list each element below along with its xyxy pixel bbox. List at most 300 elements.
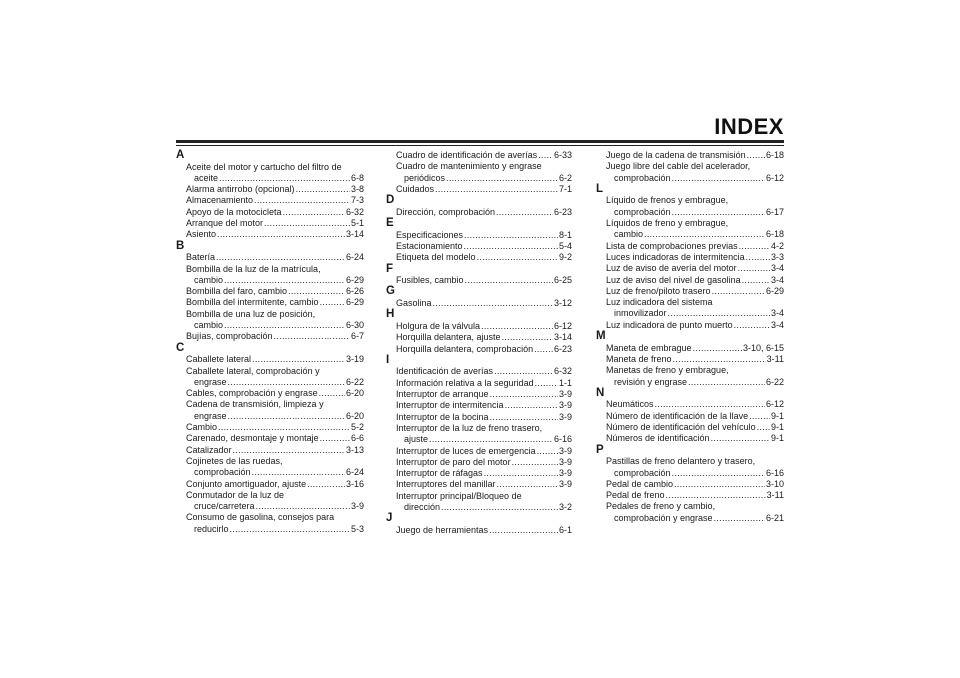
dot-leader [256,501,350,512]
section-letter: E [386,217,394,230]
entry-text: Luz indicadora de punto muerto [606,319,733,330]
index-entry [176,399,364,422]
page-reference: 6-18 [765,229,784,240]
page-reference: 5-1 [350,218,364,229]
index-entry [596,252,784,263]
page-reference: 5-3 [350,523,364,534]
page-reference: 6-26 [345,286,364,297]
entry-text: revisión y engrase [614,376,688,387]
index-entry [176,388,364,399]
index-entry [596,433,784,444]
index-entry [176,162,364,185]
entry-text: dirección [404,501,441,512]
entry-text: Consumo de gasolina, consejos para [186,512,335,523]
entry-text: Líquido de frenos y embrague, [606,195,729,206]
page-reference: 3-12 [553,298,572,309]
page-reference: 6-32 [553,366,572,377]
entry-text: Interruptor principal/Bloqueo de [396,490,522,501]
entry-text: Números de identificación [606,433,710,444]
page-reference: 6-12 [765,399,784,410]
index-entry [176,309,364,332]
page-reference: 3-9 [558,400,572,411]
index-entry [386,321,572,332]
entry-text: reducirlo [194,523,229,534]
entry-text: cambio [194,320,224,331]
page-reference: 3-10, 6-15 [742,342,784,353]
index-entry [596,501,784,524]
dot-leader [644,229,765,240]
index-entry [176,195,364,206]
entry-text: Lista de comprobaciones previas [606,240,738,251]
dot-leader [674,479,765,490]
index-entry [386,525,572,536]
page-reference: 6-1 [558,524,572,535]
entry-text: Arranque del motor [186,218,264,229]
page-reference: 3-19 [345,354,364,365]
page-reference: 1-1 [558,377,572,388]
dot-leader [218,422,350,433]
section-letter: F [386,262,394,275]
index-entry [386,389,572,400]
page-reference: 9-1 [770,433,784,444]
page-reference: 3-2 [558,501,572,512]
section-letter: L [596,182,604,195]
page-reference: 3-14 [345,229,364,240]
entry-text: Holgura de la válvula [396,320,481,331]
dot-leader [216,252,345,263]
dot-leader [693,343,742,354]
entry-text: Dirección, comprobación [396,206,496,217]
entry-text: Juego de herramientas [396,524,489,535]
entry-text: Bombilla de una luz de posición, [186,308,316,319]
dot-leader [274,331,350,342]
page-reference: 6-7 [350,331,364,342]
entry-text: Juego de la cadena de transmisión [606,150,746,160]
entry-text: Conjunto amortiguador, ajuste [186,478,307,489]
dot-leader [320,297,345,308]
entry-text: Luz de freno/piloto trasero [606,285,711,296]
index-column-2 [386,150,572,536]
index-entry [176,297,364,308]
index-entry [386,423,572,446]
entry-text: Caballete lateral, comprobación y [186,365,320,376]
dot-leader [666,490,766,501]
page-reference: 3-10 [765,478,784,489]
dot-leader [494,366,553,377]
page-reference: 6-22 [765,376,784,387]
dot-leader [672,173,765,184]
page-reference: 3-9 [558,479,572,490]
page-reference: 8-1 [558,229,572,240]
index-entry [386,207,572,218]
entry-text: Cambio [186,422,218,433]
dot-leader [673,354,766,365]
page-reference: 6-24 [345,252,364,263]
entry-text: Apoyo de la motocicleta [186,206,282,217]
dot-leader [505,400,558,411]
entry-text: Juego libre del cable del acelerador, [606,161,751,172]
index-entry [176,445,364,456]
entry-text: comprobación y engrase [614,512,713,523]
page-reference: 6-17 [765,206,784,217]
entry-text: Interruptor de luces de emergencia [396,445,536,456]
index-entry [386,252,572,263]
entry-text: Neumáticos [606,399,654,410]
page-reference: 6-30 [345,320,364,331]
entry-text: Conmutador de la luz de [186,489,285,500]
page-reference: 7-1 [558,183,572,194]
index-entry [596,422,784,433]
page-reference: 6-16 [765,467,784,478]
index-column-3 [596,150,784,524]
dot-leader [464,230,558,241]
dot-leader [490,389,558,400]
index-entry [596,275,784,286]
entry-text: Luces indicadoras de intermitencia [606,251,745,262]
index-entry [596,365,784,388]
dot-leader [668,308,770,319]
entry-text: Número de identificación de la llave [606,410,749,421]
entry-text: Bombilla del intermitente, cambio [186,297,319,308]
entry-text: Gasolina [396,298,432,309]
entry-text: comprobación [614,172,671,183]
entry-text: Catalizador [186,444,232,455]
index-entry [596,354,784,365]
page-reference: 9-2 [558,252,572,263]
index-entry [596,218,784,241]
section-letter: A [176,149,185,161]
entry-text: Batería [186,252,216,263]
index-entry [596,150,784,161]
page-reference: 3-9 [558,411,572,422]
dot-leader [711,433,770,444]
entry-text: Cadena de transmisión, limpieza y [186,399,324,410]
index-entry [386,332,572,343]
entry-text: Fusibles, cambio [396,275,464,286]
entry-text: inmovilizador [614,308,667,319]
entry-text: periódicos [404,172,446,183]
dot-leader [477,252,558,263]
section-letter: I [386,353,390,366]
dot-leader [446,173,558,184]
section-letter: C [176,341,185,354]
page-reference: 3-8 [350,184,364,195]
entry-text: Luz de aviso de avería del motor [606,263,737,274]
page-reference: 7-3 [350,195,364,206]
index-entry [176,207,364,218]
index-entry [386,150,572,161]
entry-text: Bombilla del faro, cambio [186,286,288,297]
page-reference: 6-29 [765,285,784,296]
entry-text: Maneta de embrague [606,342,692,353]
page-reference: 6-32 [345,206,364,217]
index-entry [386,400,572,411]
entry-text: comprobación [194,467,251,478]
entry-text: Caballete lateral [186,354,252,365]
page-reference: 6-6 [350,433,364,444]
dot-leader [481,321,553,332]
index-entry [386,230,572,241]
entry-text: Manetas de freno y embrague, [606,365,729,376]
entry-text: Interruptores del manillar [396,479,496,490]
entry-text: Aceite del motor y cartucho del filtro de [186,161,342,172]
entry-text: Pedal de cambio [606,478,674,489]
page-reference: 3-11 [766,490,784,501]
header-rule-thin [176,145,784,146]
index-entry [596,320,784,331]
entry-text: Horquilla delantera, ajuste [396,332,501,343]
section-letter: M [596,330,606,343]
dot-leader [288,286,345,297]
dot-leader [712,286,765,297]
page-reference: 3-14 [553,332,572,343]
page-reference: 3-9 [350,501,364,512]
entry-text: ajuste [404,434,429,445]
dot-leader [264,218,350,229]
section-letter: J [386,512,393,525]
page-reference: 3-9 [558,445,572,456]
dot-leader [435,184,558,195]
page-reference: 6-29 [345,274,364,285]
entry-text: Bombilla de la luz de la matrícula, [186,263,321,274]
dot-leader [319,388,345,399]
entry-text: Identificación de averías [396,366,494,377]
page-reference: 9-1 [770,410,784,421]
section-letter: D [386,194,395,207]
index-entry [386,457,572,468]
index-entry [176,264,364,287]
entry-text: Interruptor de ráfagas [396,468,483,479]
index-entry [386,412,572,423]
dot-leader [252,467,345,478]
index-entry [386,241,572,252]
entry-text: aceite [194,172,219,183]
dot-leader [429,434,553,445]
index-entry [596,297,784,320]
entry-text: Especificaciones [396,229,464,240]
index-entry [596,263,784,274]
index-entry [176,366,364,389]
dot-leader [307,479,345,490]
page-reference: 6-21 [765,512,784,523]
page-reference: 6-22 [345,376,364,387]
dot-leader [489,525,558,536]
dot-leader [217,229,345,240]
index-entry [596,479,784,490]
page-reference: 5-4 [558,240,572,251]
dot-leader [219,173,350,184]
index-entry [176,286,364,297]
index-entry [386,344,572,355]
index-entry [176,354,364,365]
index-entry [176,512,364,535]
index-entry [596,241,784,252]
entry-text: Pastillas de freno delantero y trasero, [606,456,756,467]
page-reference: 6-18 [765,150,784,160]
dot-leader [484,468,558,479]
page-reference: 3-3 [770,251,784,262]
index-entry [386,275,572,286]
index-entry [176,229,364,240]
dot-leader [672,468,765,479]
dot-leader [320,433,350,444]
index-entry [386,378,572,389]
index-entry [596,411,784,422]
entry-text: Cables, comprobación y engrase [186,388,318,399]
index-entry [386,161,572,184]
entry-text: cambio [614,229,644,240]
dot-leader [296,184,350,195]
entry-text: Bujías, comprobación [186,331,273,342]
index-entry [596,161,784,184]
entry-text: cambio [194,274,224,285]
entry-text: Número de identificación del vehículo [606,422,756,433]
index-entry [596,195,784,218]
entry-text: Horquilla delantera, comprobación [396,343,534,354]
page-reference: 3-4 [770,274,784,285]
dot-leader [465,275,553,286]
index-entry [596,399,784,410]
page-reference: 3-9 [558,456,572,467]
index-entry [176,184,364,195]
entry-text: Pedales de freno y cambio, [606,501,716,512]
index-entry [176,218,364,229]
index-entry [386,446,572,457]
index-entry [176,422,364,433]
dot-leader [512,457,558,468]
entry-text: Interruptor de paro del motor [396,456,511,467]
index-entry [176,456,364,479]
dot-leader [535,378,558,389]
entry-text: Interruptor de la luz de freno trasero, [396,422,543,433]
page-reference: 3-13 [345,444,364,455]
index-column-1 [176,150,364,535]
entry-text: Interruptor de arranque [396,389,489,400]
dot-leader [749,411,770,422]
dot-leader [230,524,350,535]
entry-text: Interruptor de intermitencia [396,400,504,411]
entry-text: Estacionamiento [396,240,463,251]
dot-leader [537,446,558,457]
dot-leader [747,150,765,161]
dot-leader [734,320,770,331]
section-letter: B [176,239,185,252]
entry-text: cruce/carretera [194,501,255,512]
page-reference: 6-23 [553,206,572,217]
entry-text: Maneta de freno [606,353,672,364]
page-reference: 3-4 [770,308,784,319]
page-reference: 9-1 [770,422,784,433]
dot-leader [224,320,345,331]
page-reference: 3-16 [345,478,364,489]
index-entry [596,343,784,354]
index-entry [386,491,572,514]
dot-leader [534,344,553,355]
index-entry [176,479,364,490]
page-reference: 6-33 [553,150,572,160]
page-reference: 6-12 [553,320,572,331]
dot-leader [228,377,345,388]
header-rule [176,140,784,143]
dot-leader [233,445,345,456]
index-entry [386,479,572,490]
page-reference: 3-11 [766,353,784,364]
index-entry [386,298,572,309]
index-entry [176,331,364,342]
index-entry [176,490,364,513]
index-entry [596,490,784,501]
entry-text: engrase [194,376,227,387]
page-title: INDEX [714,114,784,139]
entry-text: comprobación [614,206,671,217]
entry-text: Luz de aviso del nivel de gasolina [606,274,741,285]
page-reference: 6-12 [765,172,784,183]
dot-leader [224,275,345,286]
dot-leader [688,377,765,388]
index-entry [386,184,572,195]
entry-text: engrase [194,410,227,421]
dot-leader [672,207,765,218]
dot-leader [496,207,553,218]
index-entry [176,252,364,263]
section-letter: G [386,285,395,298]
dot-leader [490,412,558,423]
page-reference: 3-4 [770,319,784,330]
dot-leader [497,479,558,490]
entry-text: Carenado, desmontaje y montaje [186,433,319,444]
page-reference: 4-2 [770,240,784,251]
entry-text: Líquidos de freno y embrague, [606,218,729,229]
dot-leader [252,354,345,365]
entry-text: Alarma antirrobo (opcional) [186,184,295,195]
page-reference: 6-2 [558,172,572,183]
dot-leader [714,513,765,524]
index-entry [176,433,364,444]
dot-leader [738,263,770,274]
entry-text: Pedal de freno [606,490,665,501]
dot-leader [464,241,558,252]
page-reference: 6-23 [553,343,572,354]
dot-leader [538,150,553,161]
page-reference: 6-29 [345,297,364,308]
index-entry [386,366,572,377]
entry-text: Luz indicadora del sistema [606,297,713,308]
section-letter: P [596,443,604,456]
entry-text: Almacenamiento [186,195,254,206]
entry-text: comprobación [614,467,671,478]
dot-leader [254,195,350,206]
dot-leader [502,332,553,343]
page-reference: 6-25 [553,275,572,286]
section-letter: N [596,386,605,399]
page-reference: 3-9 [558,468,572,479]
page-reference: 6-24 [345,467,364,478]
page-reference: 6-16 [553,434,572,445]
entry-text: Cojinetes de las ruedas, [186,455,283,466]
dot-leader [746,252,770,263]
entry-text: Asiento [186,229,217,240]
dot-leader [283,207,345,218]
page-reference: 5-2 [350,422,364,433]
page-reference: 6-8 [350,172,364,183]
page-reference: 3-9 [558,389,572,400]
dot-leader [228,411,345,422]
entry-text: Interruptor de la bocina [396,411,489,422]
page-reference: 3-4 [770,263,784,274]
dot-leader [655,399,765,410]
index-entry [386,468,572,479]
index-entry [596,456,784,479]
